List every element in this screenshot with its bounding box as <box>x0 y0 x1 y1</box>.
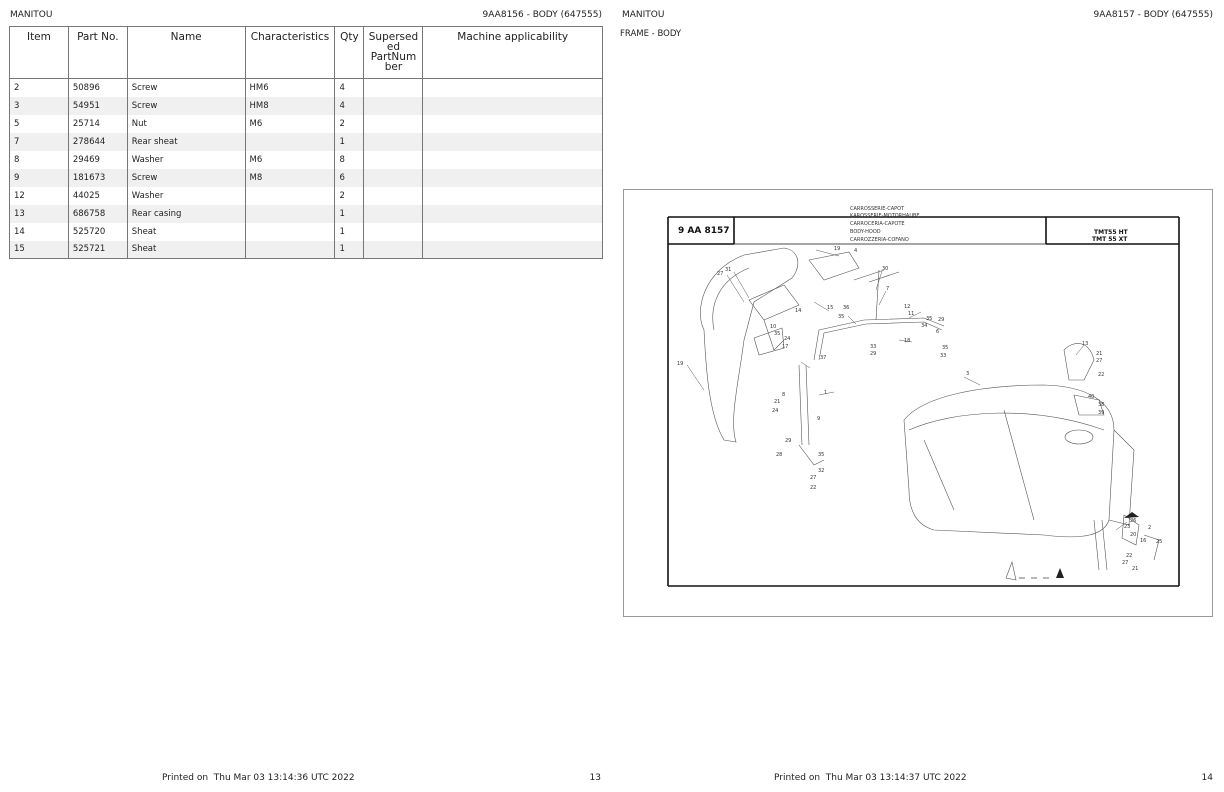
svg-text:10: 10 <box>770 324 777 330</box>
svg-text:9: 9 <box>817 416 821 422</box>
table-row <box>10 97 603 115</box>
page-reference: 9AA8156 - BODY (647555) <box>482 10 602 20</box>
cell-superseded <box>364 187 423 205</box>
cell-characteristics <box>245 223 335 241</box>
cell-applicability <box>423 241 603 259</box>
page-reference: 9AA8157 - BODY (647555) <box>1093 10 1213 20</box>
cell-applicability <box>423 205 603 223</box>
print-date-footer <box>162 773 355 783</box>
table-row <box>10 187 603 205</box>
svg-text:4: 4 <box>854 248 858 254</box>
printed-date: Thu Mar 03 13:14:37 UTC 2022 <box>825 773 967 783</box>
svg-text:8: 8 <box>782 392 786 398</box>
cell-applicability <box>423 79 603 97</box>
cell-characteristics <box>245 187 335 205</box>
diagram-model-ht: TMT55 HT <box>1094 229 1128 236</box>
svg-text:32: 32 <box>818 468 825 474</box>
table-row <box>10 223 603 241</box>
cell-superseded <box>364 133 423 151</box>
cell-qty: 4 <box>335 97 364 115</box>
cell-item: 7 <box>10 133 69 151</box>
cell-qty: 4 <box>335 79 364 97</box>
svg-text:27: 27 <box>717 271 724 277</box>
cell-name: Screw <box>127 169 245 187</box>
svg-text:22: 22 <box>1126 553 1133 559</box>
svg-text:31: 31 <box>725 267 732 273</box>
svg-text:39: 39 <box>1098 410 1105 416</box>
cell-name: Rear casing <box>127 205 245 223</box>
diagram-drawing <box>624 190 1214 618</box>
printed-date: Thu Mar 03 13:14:36 UTC 2022 <box>213 773 355 783</box>
cell-part-no: 686758 <box>68 205 127 223</box>
cell-item: 3 <box>10 97 69 115</box>
table-header-row <box>10 27 603 79</box>
printed-label: Printed on <box>774 773 821 783</box>
cell-name: Screw <box>127 79 245 97</box>
cell-qty: 2 <box>335 187 364 205</box>
cell-name: Nut <box>127 115 245 133</box>
table-row <box>10 205 603 223</box>
table-row <box>10 133 603 151</box>
table-row <box>10 151 603 169</box>
svg-text:27: 27 <box>810 475 817 481</box>
page-number: 14 <box>1201 773 1213 783</box>
cell-superseded <box>364 205 423 223</box>
svg-text:37: 37 <box>820 355 827 361</box>
svg-text:19: 19 <box>834 246 841 252</box>
cell-characteristics <box>245 241 335 259</box>
cell-characteristics <box>245 205 335 223</box>
svg-text:24: 24 <box>772 408 779 414</box>
svg-text:34: 34 <box>921 323 928 329</box>
col-header-item: Item <box>10 27 69 79</box>
svg-text:38: 38 <box>1098 402 1105 408</box>
cell-characteristics: M8 <box>245 169 335 187</box>
svg-text:21: 21 <box>774 399 781 405</box>
cell-part-no: 181673 <box>68 169 127 187</box>
cell-part-no: 278644 <box>68 133 127 151</box>
cell-item: 9 <box>10 169 69 187</box>
svg-text:20: 20 <box>1130 532 1137 538</box>
cell-qty: 1 <box>335 205 364 223</box>
svg-text:35: 35 <box>838 314 845 320</box>
diagram-title-en: BODY-HOOD <box>850 229 881 235</box>
col-header-superseded: Supersed ed PartNum ber <box>364 27 423 79</box>
svg-text:1: 1 <box>824 390 828 396</box>
cell-item: 15 <box>10 241 69 259</box>
parts-table <box>9 26 603 259</box>
section-subtitle: FRAME - BODY <box>620 29 682 39</box>
svg-text:15: 15 <box>827 305 834 311</box>
page-number: 13 <box>589 773 601 783</box>
svg-text:16: 16 <box>1140 538 1147 544</box>
cell-item: 13 <box>10 205 69 223</box>
svg-text:22: 22 <box>810 485 817 491</box>
svg-text:29: 29 <box>785 438 792 444</box>
cell-characteristics: HM8 <box>245 97 335 115</box>
svg-text:33: 33 <box>870 344 877 350</box>
cell-name: Screw <box>127 97 245 115</box>
cell-qty: 8 <box>335 151 364 169</box>
svg-text:26: 26 <box>1130 518 1137 524</box>
svg-text:19: 19 <box>677 361 684 367</box>
diagram-title-fr: CARROSSERIE-CAPOT <box>850 206 905 212</box>
cell-superseded <box>364 223 423 241</box>
cell-qty: 6 <box>335 169 364 187</box>
cell-name: Washer <box>127 151 245 169</box>
svg-text:3: 3 <box>966 371 970 377</box>
diagram-title-es: CARROCERIA-CAPOTE <box>850 221 905 227</box>
cell-item: 14 <box>10 223 69 241</box>
cell-item: 8 <box>10 151 69 169</box>
cell-item: 5 <box>10 115 69 133</box>
cell-superseded <box>364 115 423 133</box>
table-row <box>10 169 603 187</box>
cell-part-no: 54951 <box>68 97 127 115</box>
svg-text:29: 29 <box>938 317 945 323</box>
col-header-qty: Qty <box>335 27 364 79</box>
cell-characteristics: M6 <box>245 151 335 169</box>
diagram-title-de: KAROSSERIE-MOTORHAUBE <box>850 213 920 219</box>
print-date-footer <box>774 773 967 783</box>
svg-text:35: 35 <box>774 331 781 337</box>
table-row <box>10 241 603 259</box>
diagram-model-xt: TMT 55 XT <box>1092 236 1128 243</box>
svg-text:18: 18 <box>904 338 911 344</box>
svg-text:21: 21 <box>1132 566 1139 572</box>
cell-applicability <box>423 151 603 169</box>
svg-text:13: 13 <box>1082 341 1089 347</box>
cell-item: 2 <box>10 79 69 97</box>
cell-part-no: 525721 <box>68 241 127 259</box>
cell-applicability <box>423 169 603 187</box>
cell-superseded <box>364 169 423 187</box>
cell-characteristics: M6 <box>245 115 335 133</box>
cell-superseded <box>364 79 423 97</box>
cell-superseded <box>364 151 423 169</box>
cell-name: Sheat <box>127 223 245 241</box>
cell-applicability <box>423 187 603 205</box>
svg-text:29: 29 <box>870 351 877 357</box>
svg-text:40: 40 <box>1088 394 1095 400</box>
diagram-title-it: CARROZZERIA-COFANO <box>850 237 909 243</box>
diagram-code: 9 AA 8157 <box>678 226 730 236</box>
svg-text:28: 28 <box>776 452 783 458</box>
svg-text:14: 14 <box>795 308 802 314</box>
svg-text:35: 35 <box>818 452 825 458</box>
cell-qty: 1 <box>335 223 364 241</box>
cell-qty: 1 <box>335 241 364 259</box>
col-header-name: Name <box>127 27 245 79</box>
svg-text:27: 27 <box>1122 560 1129 566</box>
cell-name: Washer <box>127 187 245 205</box>
cell-qty: 2 <box>335 115 364 133</box>
cell-part-no: 44025 <box>68 187 127 205</box>
svg-text:23: 23 <box>1124 524 1131 530</box>
cell-part-no: 25714 <box>68 115 127 133</box>
svg-text:17: 17 <box>782 344 789 350</box>
cell-part-no: 50896 <box>68 79 127 97</box>
cell-superseded <box>364 97 423 115</box>
brand-name: MANITOU <box>10 10 53 20</box>
cell-applicability <box>423 223 603 241</box>
cell-applicability <box>423 97 603 115</box>
cell-name: Sheat <box>127 241 245 259</box>
table-row <box>10 79 603 97</box>
table-row <box>10 115 603 133</box>
svg-text:33: 33 <box>940 353 947 359</box>
printed-label: Printed on <box>162 773 209 783</box>
svg-text:6: 6 <box>936 329 940 335</box>
svg-text:2: 2 <box>1148 525 1152 531</box>
svg-text:27: 27 <box>1096 358 1103 364</box>
svg-text:30: 30 <box>882 266 889 272</box>
cell-applicability <box>423 133 603 151</box>
svg-text:36: 36 <box>843 305 850 311</box>
svg-text:22: 22 <box>1098 372 1105 378</box>
col-header-characteristics: Characteristics <box>245 27 335 79</box>
brand-name: MANITOU <box>622 10 665 20</box>
svg-text:11: 11 <box>908 311 915 317</box>
cell-characteristics: HM6 <box>245 79 335 97</box>
svg-text:12: 12 <box>904 304 911 310</box>
svg-text:7: 7 <box>886 286 890 292</box>
cell-part-no: 29469 <box>68 151 127 169</box>
cell-characteristics <box>245 133 335 151</box>
svg-text:25: 25 <box>1156 539 1163 545</box>
cell-part-no: 525720 <box>68 223 127 241</box>
svg-text:35: 35 <box>926 316 933 322</box>
svg-text:21: 21 <box>1096 351 1103 357</box>
svg-text:24: 24 <box>784 336 791 342</box>
col-header-applicability: Machine applicability <box>423 27 603 79</box>
exploded-diagram <box>623 189 1213 617</box>
svg-text:35: 35 <box>942 345 949 351</box>
cell-qty: 1 <box>335 133 364 151</box>
cell-superseded <box>364 241 423 259</box>
cell-applicability <box>423 115 603 133</box>
col-header-part-no: Part No. <box>68 27 127 79</box>
cell-name: Rear sheat <box>127 133 245 151</box>
cell-item: 12 <box>10 187 69 205</box>
right-page <box>612 0 1224 792</box>
